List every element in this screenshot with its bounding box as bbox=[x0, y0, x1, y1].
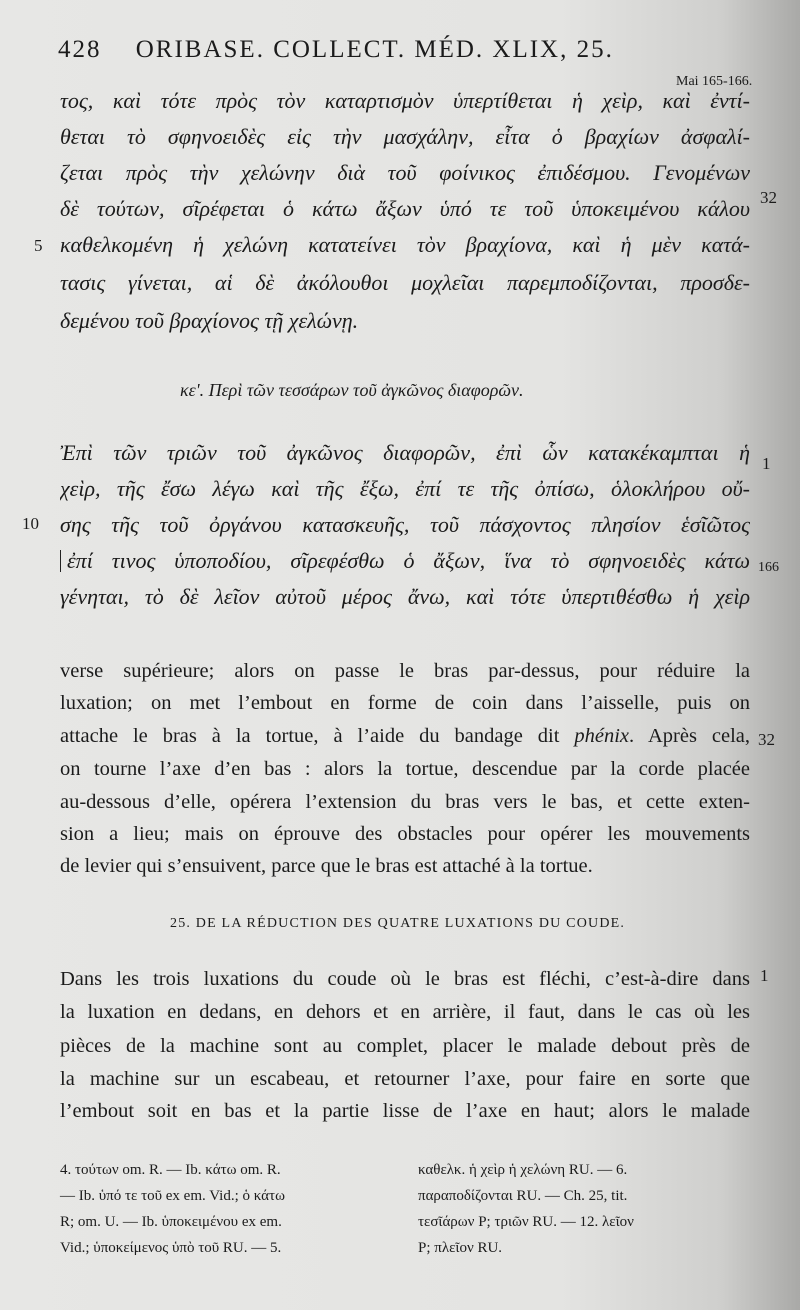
footnote-line: τεσῖάρων P; τριῶν RU. — 12. λεῖον bbox=[418, 1214, 634, 1230]
french-section-title: 25. DE LA RÉDUCTION DES QUATRE LUXATIONS DU COUDE. bbox=[170, 916, 626, 931]
running-title: ORIBASE. COLLECT. MÉD. XLIX, 25. bbox=[135, 36, 614, 63]
greek-line: τος, καὶ τότε πρὸς τὸν καταρτισμὸν ὑπερτίθεται ἡ χεὶρ, καὶ ἐντί- bbox=[60, 88, 750, 113]
line-number-10: 10 bbox=[22, 514, 39, 533]
footnotes-right bbox=[418, 1162, 758, 1266]
margin-ref-1: 1 bbox=[762, 454, 771, 473]
margin-ref-166: 166 bbox=[758, 560, 779, 575]
footnote-line: P; πλεῖον RU. bbox=[418, 1240, 503, 1256]
page-number: 428 bbox=[58, 36, 102, 63]
greek-line: δὲ τούτων, σῖρέφεται ὁ κάτω ἄξων ὑπό τε τοῦ ὑποκειμένου κάλου bbox=[60, 196, 750, 221]
french-line: Dans les trois luxations du coude où le bras est fléchi, c’est-à-dire dans bbox=[60, 968, 750, 990]
footnotes-left bbox=[60, 1162, 400, 1266]
greek-line: γένηται, τὸ δὲ λεῖον αὐτοῦ μέρος ἄνω, καὶ τότε ὑπερτιθέσθω ἡ χεὶρ bbox=[60, 584, 750, 609]
margin-ref-32-fr: 32 bbox=[758, 730, 775, 749]
french-line: la luxation en dedans, en dehors et en arrière, il faut, dans le cas où les bbox=[60, 1001, 750, 1023]
french-line: verse supérieure; alors on passe le bras par-dessus, pour réduire la bbox=[60, 660, 750, 682]
footnote-line: Vid.; ὑποκείμενος ὑπὸ τοῦ RU. — 5. bbox=[60, 1240, 282, 1256]
greek-line: θεται τὸ σφηνοειδὲς εἰς τὴν μασχάλην, εἶτα ὁ βραχίων ἀσφαλί- bbox=[60, 124, 750, 149]
greek-line: Ἐπὶ τῶν τριῶν τοῦ ἀγκῶνος διαφορῶν, ἐπὶ ὧν κατακέκαμπται ἡ bbox=[60, 440, 750, 465]
french-line: on tourne l’axe d’en bas : alors la tortue, descendue par la corde placée bbox=[60, 758, 750, 780]
greek-line-text: ἐπί τινος ὑποποδίου, σῖρεφέσθω ὁ ἄξων, ἵνα τὸ σφηνοειδὲς κάτω bbox=[67, 548, 750, 573]
page-header bbox=[58, 36, 658, 64]
footnote-line: παραποδίζονται RU. — Ch. 25, tit. bbox=[418, 1188, 628, 1204]
source-reference: Mai 165-166. bbox=[676, 74, 753, 89]
line-number-5: 5 bbox=[34, 236, 43, 255]
greek-line: σης τῆς τοῦ ὀργάνου κατασκευῆς, τοῦ πάσχοντος πλησίον ἑσῖῶτος bbox=[60, 512, 750, 537]
french-line: au-dessous d’elle, opérera l’extension du bras vers le bas, et cette exten- bbox=[60, 791, 750, 813]
french-line: luxation; on met l’embout en forme de coin dans l’aisselle, puis on bbox=[60, 692, 750, 714]
greek-line: χεὶρ, τῆς ἔσω λέγω καὶ τῆς ἔξω, ἐπί τε τῆς ὀπίσω, ὁλοκλήρου οὔ- bbox=[60, 476, 750, 501]
greek-line: δεμένου τοῦ βραχίονος τῇ χελώνῃ. bbox=[60, 308, 359, 333]
greek-line: καθελκομένη ἡ χελώνη κατατείνει τὸν βραχίονα, καὶ ἡ μὲν κατά- bbox=[60, 232, 750, 257]
french-line bbox=[60, 725, 750, 748]
french-line: l’embout soit en bas et la partie lisse de l’axe en haut; alors le malade bbox=[60, 1100, 750, 1122]
french-line-segment: attache le bras à la tortue, à l’aide du bandage dit bbox=[60, 725, 575, 747]
greek-line: τασις γίνεται, αἱ δὲ ἀκόλουθοι μοχλεῖαι παρεμποδίζονται, προσδε- bbox=[60, 270, 750, 295]
footnote-line: 4. τούτων om. R. — Ib. κάτω om. R. bbox=[60, 1162, 281, 1178]
french-line: de levier qui s’ensuivent, parce que le bras est attaché à la tortue. bbox=[60, 855, 593, 877]
french-line-segment: . Après cela, bbox=[629, 725, 750, 747]
italic-term: phénix bbox=[574, 725, 630, 747]
margin-ref-1-fr: 1 bbox=[760, 966, 769, 985]
french-line: pièces de la machine sont au complet, placer le malade debout près de bbox=[60, 1035, 750, 1057]
french-line: la machine sur un escabeau, et retourner l’axe, pour faire en sorte que bbox=[60, 1068, 750, 1090]
greek-line: ζεται πρὸς τὴν χελώνην διὰ τοῦ φοίνικος ἐπιδέσμου. Γενομένων bbox=[60, 160, 750, 185]
column-break-mark bbox=[60, 550, 61, 572]
french-line: sion a lieu; mais on éprouve des obstacles pour opérer les mouvements bbox=[60, 823, 750, 845]
greek-line bbox=[60, 548, 750, 574]
footnote-line: καθελκ. ἡ χεὶρ ἡ χελώνη RU. — 6. bbox=[418, 1162, 628, 1178]
greek-section-title: κε'. Περὶ τῶν τεσσάρων τοῦ ἀγκῶνος διαφορῶν. bbox=[180, 380, 524, 400]
margin-ref-32: 32 bbox=[760, 188, 777, 207]
footnote-line: R; om. U. — Ib. ὑποκειμένου ex em. bbox=[60, 1214, 282, 1230]
footnote-line: — Ib. ὑπό τε τοῦ ex em. Vid.; ὁ κάτω bbox=[60, 1188, 285, 1204]
